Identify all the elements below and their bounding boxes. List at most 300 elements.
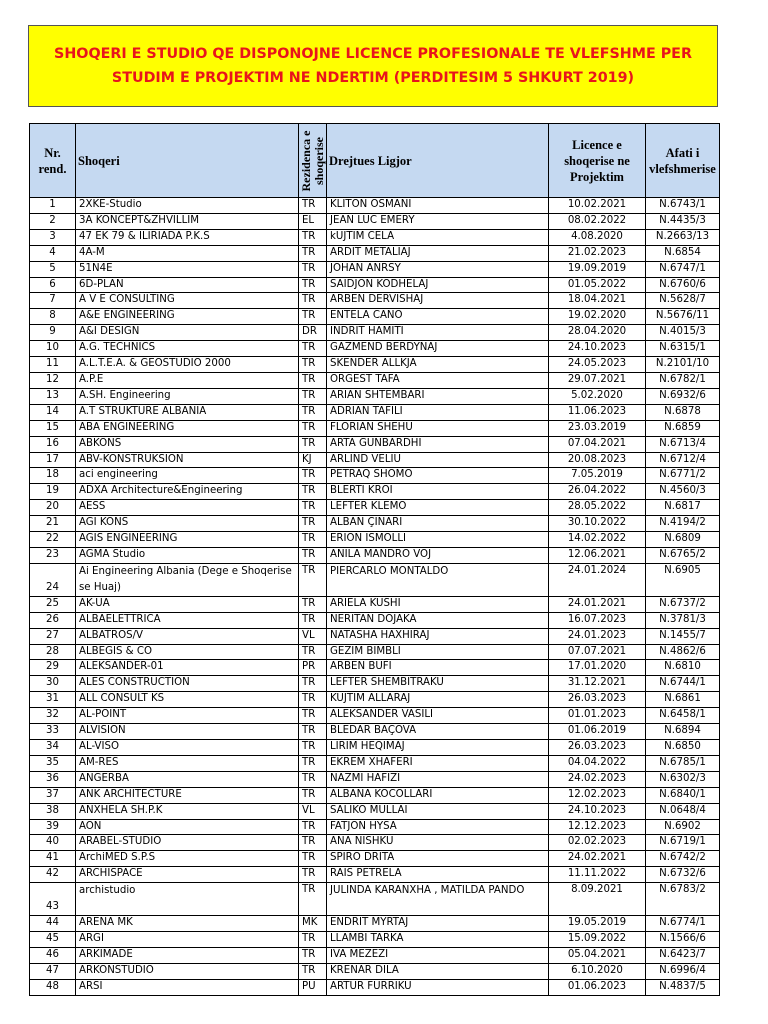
row-number: 18 [30,468,76,484]
row-number: 6 [30,277,76,293]
col-header-license: Licence e shoqerise ne Projektim [549,124,646,198]
license-number: N.3781/3 [646,612,720,628]
row-number: 25 [30,596,76,612]
company-name: 51N4E [76,261,299,277]
license-date: 24.02.2023 [549,771,646,787]
company-name: AK-UA [76,596,299,612]
table-row [30,628,720,644]
license-number: N.6810 [646,660,720,676]
legal-director: ALBANA KOCOLLARI [327,787,549,803]
company-name: 6D-PLAN [76,277,299,293]
license-date: 16.07.2023 [549,612,646,628]
residence-code: PR [299,660,327,676]
table-row [30,420,720,436]
company-name: A.L.T.E.A. & GEOSTUDIO 2000 [76,357,299,373]
company-name: ABA ENGINEERING [76,420,299,436]
table-row [30,325,720,341]
table-row [30,916,720,932]
residence-code: TR [299,357,327,373]
row-number: 37 [30,787,76,803]
license-date: 12.06.2021 [549,547,646,563]
table-row [30,293,720,309]
table-row [30,516,720,532]
legal-director: ALEKSANDER VASILI [327,708,549,724]
table-row [30,213,720,229]
license-date: 20.08.2023 [549,452,646,468]
row-number: 17 [30,452,76,468]
residence-code: KJ [299,452,327,468]
company-name: ANK ARCHITECTURE [76,787,299,803]
license-number: N.6719/1 [646,835,720,851]
license-number: N.6423/7 [646,947,720,963]
legal-director: SPIRO DRITA [327,851,549,867]
row-number: 43 [30,883,76,916]
table-row [30,309,720,325]
license-date: 04.04.2022 [549,755,646,771]
license-number: N.6732/6 [646,867,720,883]
legal-director: ERION ISMOLLI [327,532,549,548]
legal-director: ARTUR FURRIKU [327,979,549,995]
residence-code: TR [299,198,327,214]
license-number: N.2663/13 [646,229,720,245]
company-name: ANGERBA [76,771,299,787]
table-row [30,484,720,500]
row-number: 42 [30,867,76,883]
legal-director: LEFTER KLEMO [327,500,549,516]
residence-code: TR [299,261,327,277]
residence-code: TR [299,883,327,916]
legal-director: ANILA MANDRO VOJ [327,547,549,563]
company-name: A.G. TECHNICS [76,341,299,357]
table-row [30,261,720,277]
license-date: 24.01.2023 [549,628,646,644]
row-number: 46 [30,947,76,963]
row-number: 5 [30,261,76,277]
row-number: 19 [30,484,76,500]
residence-code: EL [299,213,327,229]
legal-director: ARDIT METALIAJ [327,245,549,261]
residence-code: TR [299,676,327,692]
company-name: ArchiMED S.P.S [76,851,299,867]
residence-code: TR [299,692,327,708]
license-number: N.1566/6 [646,932,720,948]
license-date: 28.04.2020 [549,325,646,341]
license-number: N.6840/1 [646,787,720,803]
company-name: ALBEGIS & CO [76,644,299,660]
company-name: ANXHELA SH.P.K [76,803,299,819]
legal-director: JOHAN ANRSY [327,261,549,277]
license-date: 07.04.2021 [549,436,646,452]
license-number: N.6774/1 [646,916,720,932]
table-row [30,963,720,979]
row-number: 41 [30,851,76,867]
row-number: 10 [30,341,76,357]
residence-code: TR [299,612,327,628]
license-number: N.6850 [646,740,720,756]
legal-director: NAZMI HAFIZI [327,771,549,787]
legal-director: JULINDA KARANXHA , MATILDA PANDO [327,883,549,916]
residence-code: TR [299,341,327,357]
residence-code: TR [299,644,327,660]
table-row [30,404,720,420]
license-number: N.6878 [646,404,720,420]
legal-director: KRENAR DILA [327,963,549,979]
residence-code: TR [299,293,327,309]
table-row [30,947,720,963]
table-row [30,724,720,740]
table-row [30,851,720,867]
legal-director: ANA NISHKU [327,835,549,851]
residence-code: PU [299,979,327,995]
license-number: N.6765/2 [646,547,720,563]
company-name: ALVISION [76,724,299,740]
license-date: 10.02.2021 [549,198,646,214]
license-date: 31.12.2021 [549,676,646,692]
company-name: A V E CONSULTING [76,293,299,309]
table-row [30,803,720,819]
legal-director: ARIELA KUSHI [327,596,549,612]
legal-director: ADRIAN TAFILI [327,404,549,420]
license-date: 26.03.2023 [549,692,646,708]
license-date: 02.02.2023 [549,835,646,851]
table-row [30,883,720,916]
license-number: N.6996/4 [646,963,720,979]
row-number: 28 [30,644,76,660]
legal-director: FATJON HYSA [327,819,549,835]
residence-code: TR [299,867,327,883]
residence-code: TR [299,420,327,436]
company-name: ARABEL-STUDIO [76,835,299,851]
row-number: 22 [30,532,76,548]
legal-director: KUJTIM ALLARAJ [327,692,549,708]
legal-director: IVA MEZEZI [327,947,549,963]
license-date: 26.03.2023 [549,740,646,756]
company-name: ADXA Architecture&Engineering [76,484,299,500]
table-row [30,676,720,692]
license-date: 24.01.2024 [549,563,646,596]
legal-director: ARBEN BUFI [327,660,549,676]
table-row [30,357,720,373]
license-number: N.6854 [646,245,720,261]
license-date: 05.04.2021 [549,947,646,963]
license-number: N.4862/6 [646,644,720,660]
residence-code: TR [299,963,327,979]
row-number: 8 [30,309,76,325]
residence-code: TR [299,404,327,420]
residence-code: TR [299,245,327,261]
residence-code: TR [299,932,327,948]
license-date: 6.10.2020 [549,963,646,979]
license-number: N.6861 [646,692,720,708]
table-row [30,787,720,803]
license-number: N.6747/1 [646,261,720,277]
company-name: ALL CONSULT KS [76,692,299,708]
legal-director: BLERTI KROI [327,484,549,500]
row-number: 16 [30,436,76,452]
table-row [30,436,720,452]
license-number: N.6760/6 [646,277,720,293]
company-name: 4A-M [76,245,299,261]
legal-director: kUJTIM CELA [327,229,549,245]
license-date: 19.05.2019 [549,916,646,932]
legal-director: ARLIND VELIU [327,452,549,468]
license-number: N.2101/10 [646,357,720,373]
residence-code: TR [299,484,327,500]
table-row [30,277,720,293]
legal-director: ARTA GUNBARDHI [327,436,549,452]
company-name: AESS [76,500,299,516]
license-date: 7.05.2019 [549,468,646,484]
license-number: N.6713/4 [646,436,720,452]
license-date: 12.02.2023 [549,787,646,803]
license-date: 01.06.2019 [549,724,646,740]
col-header-director: Drejtues Ligjor [327,124,549,198]
residence-code: TR [299,596,327,612]
license-number: N.0648/4 [646,803,720,819]
company-name: 47 EK 79 & ILIRIADA P.K.S [76,229,299,245]
legal-director: ENDRIT MYRTAJ [327,916,549,932]
residence-code: TR [299,277,327,293]
row-number: 47 [30,963,76,979]
license-number: N.6302/3 [646,771,720,787]
row-number: 24 [30,563,76,596]
residence-code: TR [299,372,327,388]
legal-director: SAIDJON KODHELAJ [327,277,549,293]
residence-code: TR [299,388,327,404]
company-name: AM-RES [76,755,299,771]
license-number: N.6771/2 [646,468,720,484]
legal-director: EKREM XHAFERI [327,755,549,771]
row-number: 23 [30,547,76,563]
row-number: 3 [30,229,76,245]
license-date: 19.02.2020 [549,309,646,325]
company-name: archistudio [76,883,299,916]
residence-code: VL [299,803,327,819]
company-name: ALES CONSTRUCTION [76,676,299,692]
table-row [30,532,720,548]
company-name: AGIS ENGINEERING [76,532,299,548]
license-number: N.5676/11 [646,309,720,325]
license-number: N.6783/2 [646,883,720,916]
legal-director: LIRIM HEQIMAJ [327,740,549,756]
company-name: A.SH. Engineering [76,388,299,404]
document-title-box [28,25,718,107]
legal-director: ALBAN ÇINARI [327,516,549,532]
legal-director: PETRAQ SHOMO [327,468,549,484]
license-date: 21.02.2023 [549,245,646,261]
license-number: N.6737/2 [646,596,720,612]
license-number: N.6785/1 [646,755,720,771]
license-date: 26.04.2022 [549,484,646,500]
row-number: 20 [30,500,76,516]
col-header-validity: Afati i vlefshmerise [646,124,720,198]
table-row [30,198,720,214]
license-number: N.4435/3 [646,213,720,229]
company-name: AGI KONS [76,516,299,532]
table-row [30,229,720,245]
license-number: N.6932/6 [646,388,720,404]
col-header-company: Shoqeri [76,124,299,198]
residence-code: TR [299,724,327,740]
residence-code: TR [299,835,327,851]
residence-code: TR [299,468,327,484]
table-row [30,596,720,612]
col-header-nr: Nr. rend. [30,124,76,198]
residence-code: VL [299,628,327,644]
row-number: 39 [30,819,76,835]
row-number: 11 [30,357,76,373]
company-name: Ai Engineering Albania (Dege e Shoqerise se Huaj) [76,563,299,596]
row-number: 44 [30,916,76,932]
company-name: A&E ENGINEERING [76,309,299,325]
company-name: ARENA MK [76,916,299,932]
row-number: 1 [30,198,76,214]
license-date: 24.10.2023 [549,803,646,819]
row-number: 45 [30,932,76,948]
table-row [30,612,720,628]
legal-director: SALIKO MULLAI [327,803,549,819]
company-name: AL-POINT [76,708,299,724]
row-number: 34 [30,740,76,756]
license-number: N.6782/1 [646,372,720,388]
table-row [30,932,720,948]
license-date: 07.07.2021 [549,644,646,660]
legal-director: GEZIM BIMBLI [327,644,549,660]
license-number: N.4194/2 [646,516,720,532]
legal-director: NERITAN DOJAKA [327,612,549,628]
legal-director: KLITON OSMANI [327,198,549,214]
row-number: 21 [30,516,76,532]
company-name: aci engineering [76,468,299,484]
table-row [30,708,720,724]
license-date: 19.09.2019 [549,261,646,277]
table-header-row [30,124,720,198]
residence-code: TR [299,309,327,325]
license-number: N.5628/7 [646,293,720,309]
company-name: ALBATROS/V [76,628,299,644]
legal-director: ARIAN SHTEMBARI [327,388,549,404]
document-title: SHOQERI E STUDIO QE DISPONOJNE LICENCE PROFESIONALE TE VLEFSHME PER STUDIM E PROJEKTIM NE NDERTIM (PERDITESIM 5 SHKURT 2019) [54,46,692,86]
table-row [30,245,720,261]
row-number: 4 [30,245,76,261]
license-number: N.4560/3 [646,484,720,500]
residence-code: TR [299,851,327,867]
row-number: 27 [30,628,76,644]
company-name: AL-VISO [76,740,299,756]
license-date: 5.02.2020 [549,388,646,404]
legal-director: ENTELA CANO [327,309,549,325]
table-row [30,452,720,468]
license-date: 15.09.2022 [549,932,646,948]
legal-director: LLAMBI TARKA [327,932,549,948]
license-number: N.6742/2 [646,851,720,867]
license-number: N.6458/1 [646,708,720,724]
legal-director: RAIS PETRELA [327,867,549,883]
table-row [30,563,720,596]
residence-code: TR [299,436,327,452]
residence-code: TR [299,229,327,245]
legal-director: NATASHA HAXHIRAJ [327,628,549,644]
table-row [30,692,720,708]
table-row [30,644,720,660]
license-number: N.6712/4 [646,452,720,468]
residence-code: TR [299,787,327,803]
row-number: 35 [30,755,76,771]
license-date: 01.06.2023 [549,979,646,995]
company-name: AGMA Studio [76,547,299,563]
legal-director: SKENDER ALLKJA [327,357,549,373]
legal-director: GAZMEND BERDYNAJ [327,341,549,357]
residence-code: TR [299,532,327,548]
license-date: 29.07.2021 [549,372,646,388]
license-number: N.1455/7 [646,628,720,644]
residence-code: TR [299,771,327,787]
legal-director: BLEDAR BAÇOVA [327,724,549,740]
row-number: 40 [30,835,76,851]
row-number: 7 [30,293,76,309]
license-date: 12.12.2023 [549,819,646,835]
table-row [30,547,720,563]
table-row [30,388,720,404]
company-name: ARKONSTUDIO [76,963,299,979]
residence-code: TR [299,500,327,516]
table-row [30,979,720,995]
row-number: 9 [30,325,76,341]
license-date: 17.01.2020 [549,660,646,676]
license-number: N.6743/1 [646,198,720,214]
row-number: 15 [30,420,76,436]
row-number: 29 [30,660,76,676]
col-header-residence-line2: shoqerise [311,136,326,185]
residence-code: TR [299,740,327,756]
residence-code: TR [299,516,327,532]
residence-code: TR [299,547,327,563]
row-number: 48 [30,979,76,995]
residence-code: TR [299,708,327,724]
license-number: N.6817 [646,500,720,516]
license-date: 23.03.2019 [549,420,646,436]
company-name: ALEKSANDER-01 [76,660,299,676]
col-header-residence [299,124,327,198]
legal-director: ARBEN DERVISHAJ [327,293,549,309]
row-number: 31 [30,692,76,708]
company-name: ABKONS [76,436,299,452]
legal-director: JEAN LUC EMERY [327,213,549,229]
license-date: 8.09.2021 [549,883,646,916]
company-name: ARSI [76,979,299,995]
license-number: N.6905 [646,563,720,596]
company-name: ABV-KONSTRUKSION [76,452,299,468]
company-name: AON [76,819,299,835]
company-name: 3A KONCEPT&ZHVILLIM [76,213,299,229]
licence-register-table [29,123,720,996]
license-date: 01.05.2022 [549,277,646,293]
legal-director: ORGEST TAFA [327,372,549,388]
row-number: 13 [30,388,76,404]
company-name: ARGI [76,932,299,948]
license-number: N.4015/3 [646,325,720,341]
legal-director: FLORIAN SHEHU [327,420,549,436]
residence-code: MK [299,916,327,932]
company-name: A.T STRUKTURE ALBANIA [76,404,299,420]
row-number: 2 [30,213,76,229]
row-number: 38 [30,803,76,819]
license-number: N.4837/5 [646,979,720,995]
license-date: 30.10.2022 [549,516,646,532]
license-date: 24.10.2023 [549,341,646,357]
table-row [30,468,720,484]
col-header-residence-line1: Rezidenca e [298,130,313,191]
